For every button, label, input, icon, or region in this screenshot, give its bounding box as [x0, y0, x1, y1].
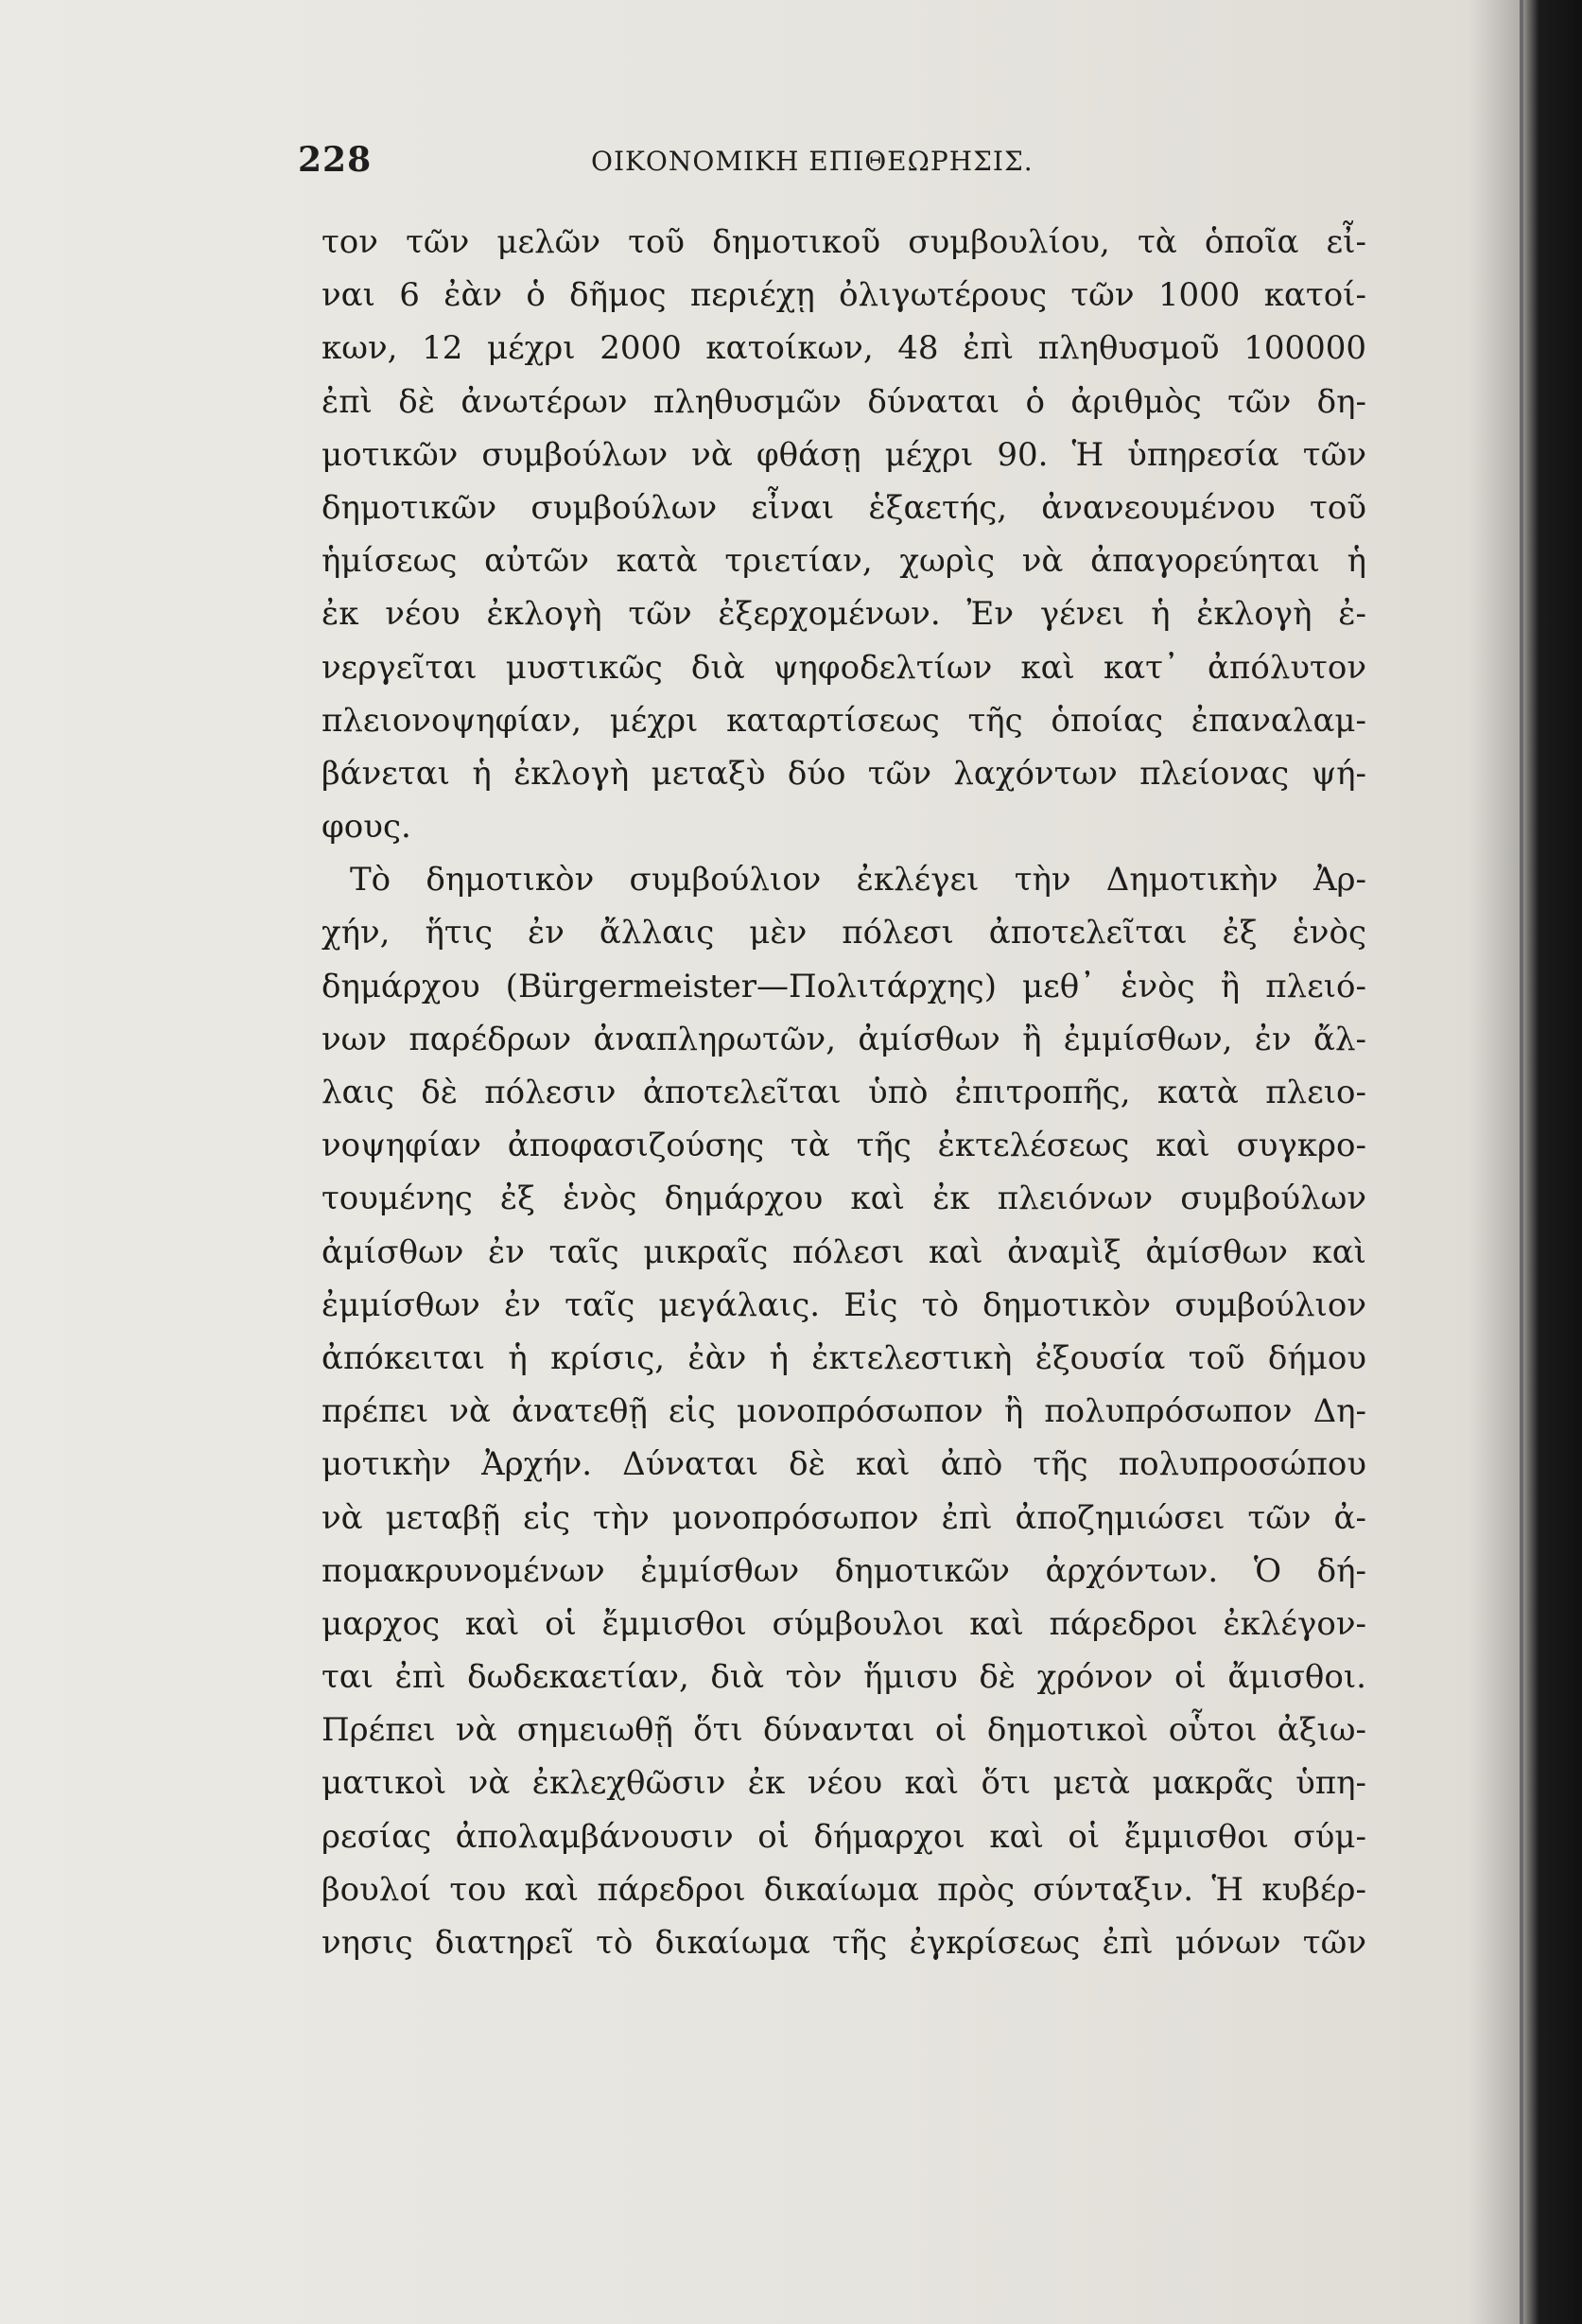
- text-line: ἀπόκειται ἡ κρίσις, ἐὰν ἡ ἐκτελεστικὴ ἐξουσία τοῦ δήμου: [322, 1338, 1366, 1377]
- text-line: ρεσίας ἀπολαμβάνουσιν οἱ δήμαρχοι καὶ οἱ ἔμμισθοι σύμ-: [322, 1817, 1366, 1856]
- text-line: πομακρυνομένων ἐμμίσθων δημοτικῶν ἀρχόντων. Ὁ δή-: [322, 1551, 1366, 1590]
- text-line: ται ἐπὶ δωδεκαετίαν, διὰ τὸν ἥμισυ δὲ χρόνον οἱ ἄμισθοι.: [322, 1658, 1366, 1697]
- text-line: ἐκ νέου ἐκλογὴ τῶν ἐξερχομένων. Ἐν γένει ἡ ἐκλογὴ ἐ-: [322, 595, 1366, 634]
- text-line: πλειονοψηφίαν, μέχρι καταρτίσεως τῆς ὁποίας ἐπαναλαμ-: [322, 701, 1366, 740]
- paragraph-end-line: φους.: [322, 808, 411, 847]
- text-line: τουμένης ἐξ ἑνὸς δημάρχου καὶ ἐκ πλειόνων συμβούλων: [322, 1179, 1366, 1218]
- text-line: τον τῶν μελῶν τοῦ δημοτικοῦ συμβουλίου, τὰ ὁποῖα εἶ-: [322, 223, 1366, 261]
- text-line: μοτικῶν συμβούλων νὰ φθάσῃ μέχρι 90. Ἡ ὑπηρεσία τῶν: [322, 435, 1366, 474]
- text-line: ἐμμίσθων ἐν ταῖς μεγάλαις. Εἰς τὸ δημοτικὸν συμβούλιον: [322, 1285, 1366, 1324]
- text-line: λαις δὲ πόλεσιν ἀποτελεῖται ὑπὸ ἐπιτροπῆς, κατὰ πλειο-: [322, 1074, 1366, 1111]
- text-line: βάνεται ἡ ἐκλογὴ μεταξὺ δύο τῶν λαχόντων πλείονας ψή-: [322, 754, 1366, 793]
- text-line: νησις διατηρεῖ τὸ δικαίωμα τῆς ἐγκρίσεως ἐπὶ μόνων τῶν: [322, 1924, 1366, 1962]
- text-line: βουλοί του καὶ πάρεδροι δικαίωμα πρὸς σύνταξιν. Ἡ κυβέρ-: [322, 1870, 1366, 1909]
- text-line: ἐπὶ δὲ ἀνωτέρων πληθυσμῶν δύναται ὁ ἀριθμὸς τῶν δη-: [322, 382, 1366, 421]
- book-binding-shadow: [1469, 0, 1582, 2324]
- page-header: [298, 140, 1376, 197]
- running-title: ΟΙΚΟΝΟΜΙΚΗ ΕΠΙΘΕΩΡΗΣΙΣ.: [591, 146, 1034, 177]
- book-gutter-line: [1520, 0, 1523, 2324]
- text-line: ματικοὶ νὰ ἐκλεχθῶσιν ἐκ νέου καὶ ὅτι μετὰ μακρᾶς ὑπη-: [322, 1764, 1366, 1803]
- text-line: ἀμίσθων ἐν ταῖς μικραῖς πόλεσι καὶ ἀναμὶξ ἀμίσθων καὶ: [322, 1232, 1366, 1271]
- text-line: νοψηφίαν ἀποφασιζούσης τὰ τῆς ἐκτελέσεως καὶ συγκρο-: [322, 1127, 1366, 1165]
- text-line: ἡμίσεως αὐτῶν κατὰ τριετίαν, χωρὶς νὰ ἀπαγορεύηται ἡ: [322, 542, 1366, 581]
- text-line: κων, 12 μέχρι 2000 κατοίκων, 48 ἐπὶ πληθυσμοῦ 100000: [322, 329, 1366, 368]
- paragraph-start-line: Τὸ δημοτικὸν συμβούλιον ἐκλέγει τὴν Δημοτικὴν Ἀρ-: [350, 861, 1366, 900]
- text-line: Πρέπει νὰ σημειωθῇ ὅτι δύνανται οἱ δημοτικοὶ οὗτοι ἀξιω-: [322, 1711, 1366, 1750]
- text-line: πρέπει νὰ ἀνατεθῇ εἰς μονοπρόσωπον ἢ πολυπρόσωπον Δη-: [322, 1392, 1366, 1431]
- text-line: χήν, ἥτις ἐν ἄλλαις μὲν πόλεσι ἀποτελεῖται ἐξ ἑνὸς: [322, 914, 1366, 952]
- text-line: δημοτικῶν συμβούλων εἶναι ἑξαετής, ἀνανεουμένου τοῦ: [322, 488, 1366, 527]
- page-number: 228: [298, 140, 373, 180]
- body-text: [322, 216, 1366, 1969]
- text-line: νεργεῖται μυστικῶς διὰ ψηφοδελτίων καὶ κατ᾽ ἀπόλυτον: [322, 648, 1366, 687]
- text-line: δημάρχου (Bürgermeister—Πολιτάρχης) μεθ᾽ ἑνὸς ἢ πλειό-: [322, 967, 1366, 1005]
- text-line: νὰ μεταβῇ εἰς τὴν μονοπρόσωπον ἐπὶ ἀποζημιώσει τῶν ἀ-: [322, 1498, 1366, 1537]
- text-line: νων παρέδρων ἀναπληρωτῶν, ἀμίσθων ἢ ἐμμίσθων, ἐν ἄλ-: [322, 1020, 1366, 1058]
- text-line: ναι 6 ἐὰν ὁ δῆμος περιέχῃ ὀλιγωτέρους τῶν 1000 κατοί-: [322, 276, 1366, 315]
- text-line: μαρχος καὶ οἱ ἔμμισθοι σύμβουλοι καὶ πάρεδροι ἐκλέγον-: [322, 1604, 1366, 1643]
- text-line: μοτικὴν Ἀρχήν. Δύναται δὲ καὶ ἀπὸ τῆς πολυπροσώπου: [322, 1445, 1366, 1484]
